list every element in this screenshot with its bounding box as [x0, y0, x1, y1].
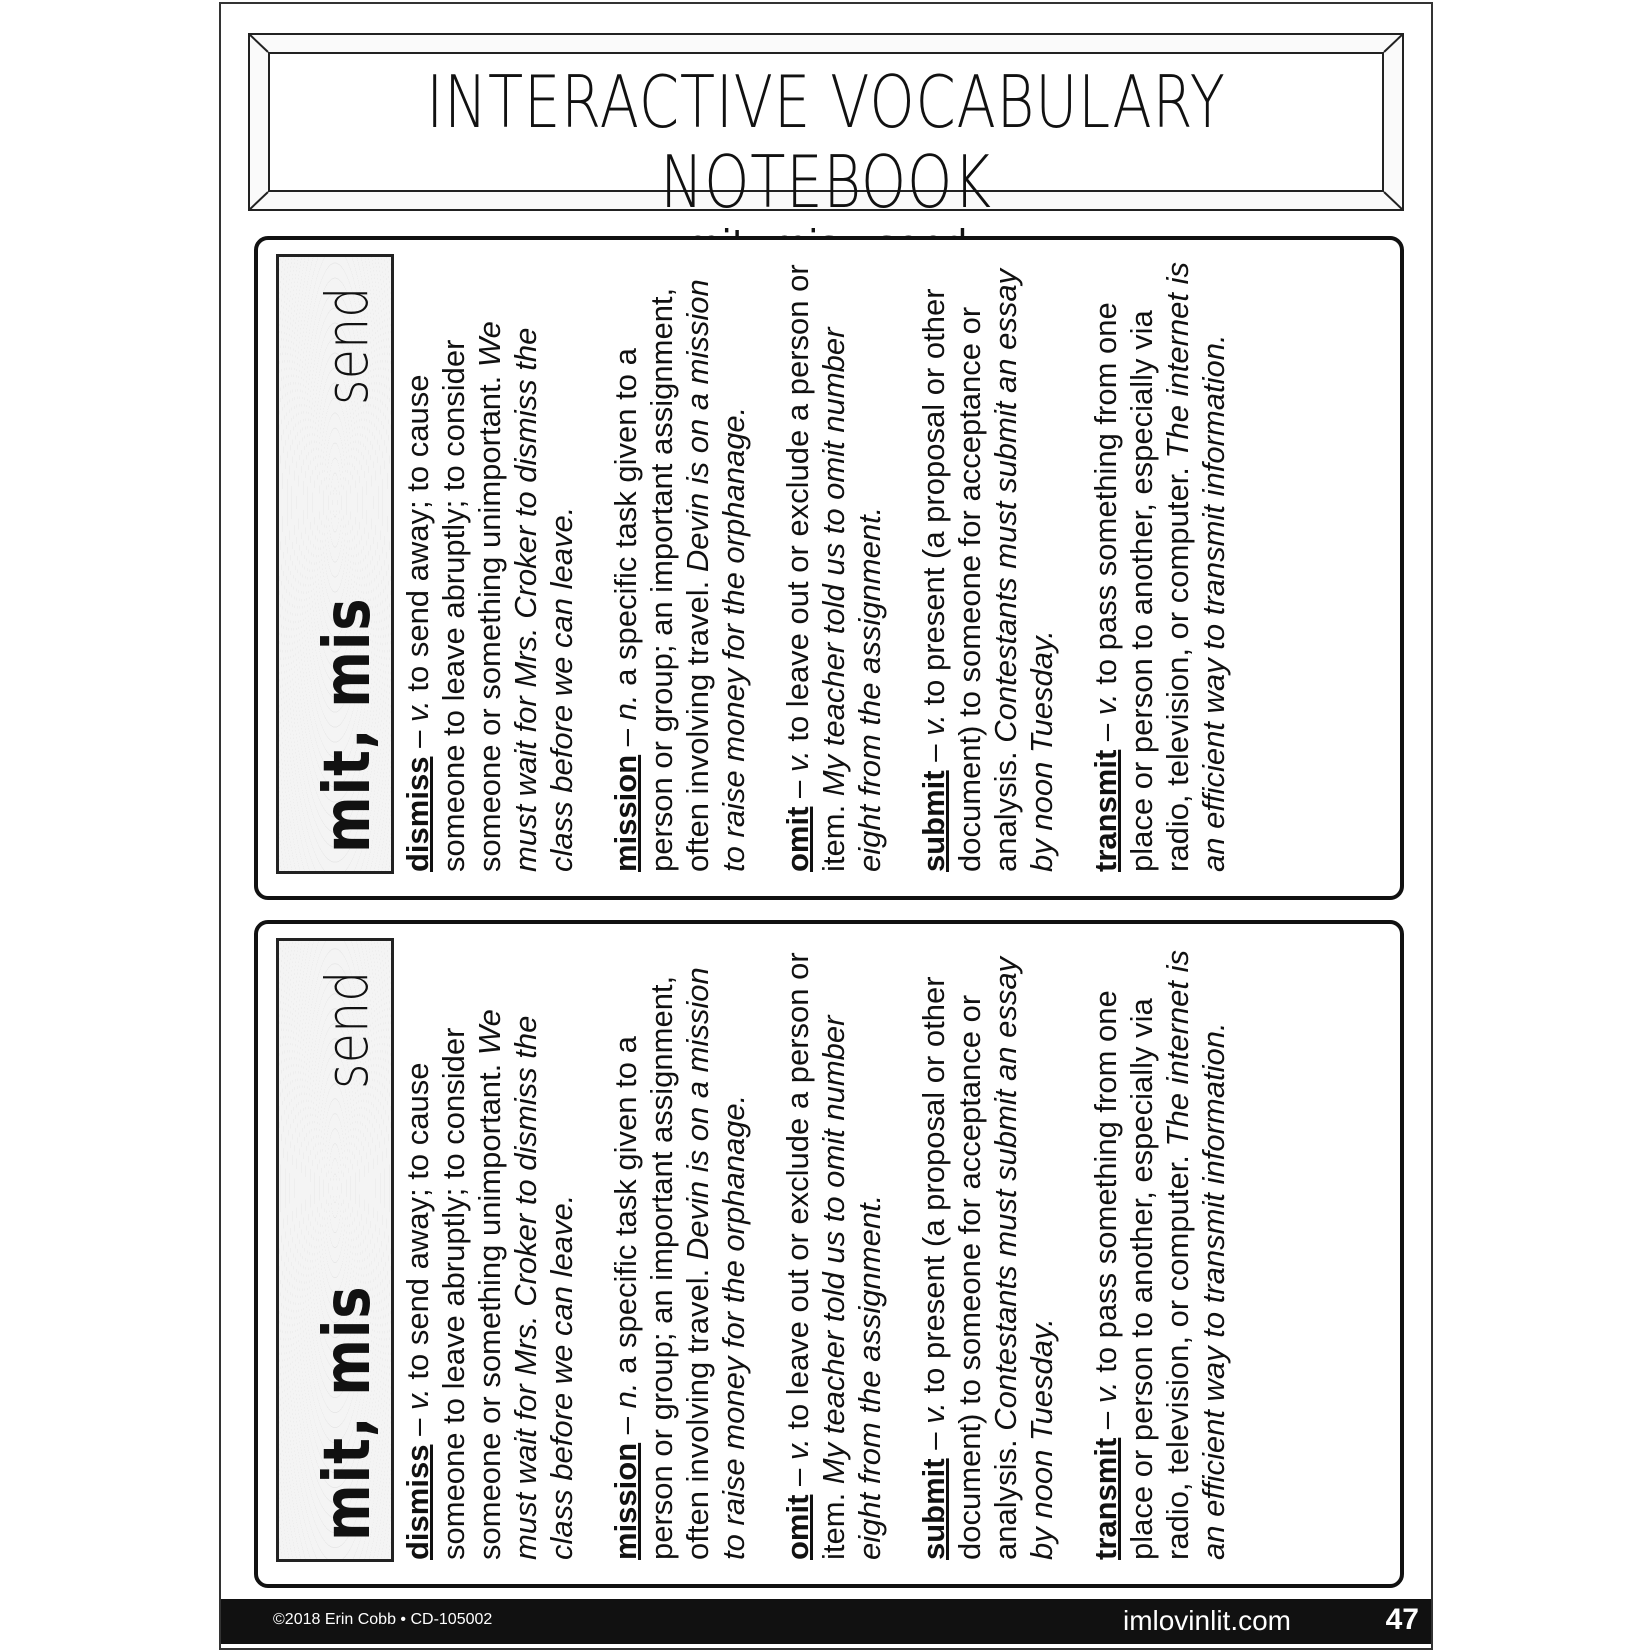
title-banner — [268, 52, 1384, 224]
word-root-label — [276, 938, 394, 1562]
part-of-speech: n. — [608, 1382, 643, 1409]
website-link[interactable]: imlovinlit.com — [1122, 1605, 1291, 1636]
definition: to leave out or exclude a person or item. — [780, 952, 851, 1560]
entry-mission: mission – n. a specific task given to a person or group; an important assignment, often involving travel. Devin is on a mission to raise money for the orphanage. — [608, 279, 751, 872]
definition: a specific task given to a person or group; an important assignment, often involving travel. — [608, 287, 715, 872]
example: Devin is on a mission to raise money for the orphanage. — [680, 279, 751, 872]
vocab-card-top — [254, 236, 1404, 900]
term: omit — [780, 806, 815, 872]
definition: to send away; to cause someone to leave abruptly; to consider someone or something unimportant. — [400, 339, 507, 872]
copyright-text: ©2018 Erin Cobb • CD-105002 — [273, 1611, 493, 1628]
term: dismiss — [400, 756, 435, 872]
example: We must wait for Mrs. Croker to dismiss the class before we can leave. — [472, 1009, 579, 1560]
example: Contestants must submit an essay by noon Tuesday. — [988, 268, 1059, 872]
part-of-speech: v. — [780, 1438, 815, 1461]
word-root: mit, mis — [311, 1285, 385, 1541]
entry-omit: omit – v. to leave out or exclude a person or item. My teacher told us to omit number eight from the assignment. — [780, 264, 887, 872]
entry-transmit: transmit – v. to pass something from one place or person to another, especially via radio, television, or computer. The internet is an efficient way to transmit information. — [1088, 950, 1231, 1560]
term: transmit — [1088, 749, 1123, 872]
entry-list — [394, 928, 1232, 1572]
example: My teacher told us to omit number eight from the assignment. — [816, 1015, 887, 1560]
term: mission — [608, 754, 643, 872]
word-meaning: send — [313, 971, 381, 1090]
definition: to present (a proposal or other document) to someone for acceptance or analysis. — [916, 976, 1023, 1560]
word-root-label — [276, 254, 394, 874]
part-of-speech: v. — [1088, 693, 1123, 716]
word-meaning: send — [313, 287, 381, 406]
page-number: 47 — [1385, 1603, 1419, 1636]
part-of-speech: v. — [400, 700, 435, 723]
example: The internet is an efficient way to transmit information. — [1160, 262, 1231, 872]
definition: to pass something from one place or person to another, especially via radio, television, or computer. — [1088, 990, 1195, 1560]
example: We must wait for Mrs. Croker to dismiss the class before we can leave. — [472, 321, 579, 872]
part-of-speech: v. — [780, 750, 815, 773]
page-footer — [221, 1599, 1431, 1644]
term: submit — [916, 770, 951, 872]
entry-omit: omit – v. to leave out or exclude a person or item. My teacher told us to omit number eight from the assignment. — [780, 952, 887, 1560]
entry-mission: mission – n. a specific task given to a person or group; an important assignment, often involving travel. Devin is on a mission to raise money for the orphanage. — [608, 967, 751, 1560]
entry-submit: submit – v. to present (a proposal or other document) to someone for acceptance or analysis. Contestants must submit an essay by noon Tuesday. — [916, 956, 1059, 1560]
part-of-speech: v. — [916, 714, 951, 736]
term: omit — [780, 1494, 815, 1560]
term: submit — [916, 1458, 951, 1560]
term: mission — [608, 1442, 643, 1560]
definition: to leave out or exclude a person or item. — [780, 264, 851, 872]
entry-list — [394, 244, 1232, 884]
definition: to send away; to cause someone to leave abruptly; to consider someone or something unimportant. — [400, 1027, 507, 1560]
part-of-speech: v. — [916, 1402, 951, 1424]
entry-submit: submit – v. to present (a proposal or other document) to someone for acceptance or analysis. Contestants must submit an essay by noon Tuesday. — [916, 268, 1059, 872]
definition: to present (a proposal or other document) to someone for acceptance or analysis. — [916, 288, 1023, 872]
part-of-speech: n. — [608, 694, 643, 721]
term: transmit — [1088, 1437, 1123, 1560]
example: The internet is an efficient way to transmit information. — [1160, 950, 1231, 1560]
definition: a specific task given to a person or group; an important assignment, often involving travel. — [608, 975, 715, 1560]
definition: to pass something from one place or person to another, especially via radio, television, or computer. — [1088, 302, 1195, 872]
example: Devin is on a mission to raise money for the orphanage. — [680, 967, 751, 1560]
example: Contestants must submit an essay by noon Tuesday. — [988, 956, 1059, 1560]
vocab-card-bottom — [254, 920, 1404, 1588]
part-of-speech: v. — [400, 1388, 435, 1411]
page-title: INTERACTIVE VOCABULARY NOTEBOOK — [426, 60, 1226, 224]
part-of-speech: v. — [1088, 1381, 1123, 1404]
entry-transmit: transmit – v. to pass something from one place or person to another, especially via radio, television, or computer. The internet is an efficient way to transmit information. — [1088, 262, 1231, 872]
entry-dismiss: dismiss – v. to send away; to cause someone to leave abruptly; to consider someone or something unimportant. We must wait for Mrs. Croker to dismiss the class before we can leave. — [400, 1009, 579, 1560]
term: dismiss — [400, 1444, 435, 1560]
example: My teacher told us to omit number eight from the assignment. — [816, 327, 887, 872]
entry-dismiss: dismiss – v. to send away; to cause someone to leave abruptly; to consider someone or something unimportant. We must wait for Mrs. Croker to dismiss the class before we can leave. — [400, 321, 579, 872]
word-root: mit, mis — [311, 597, 385, 853]
